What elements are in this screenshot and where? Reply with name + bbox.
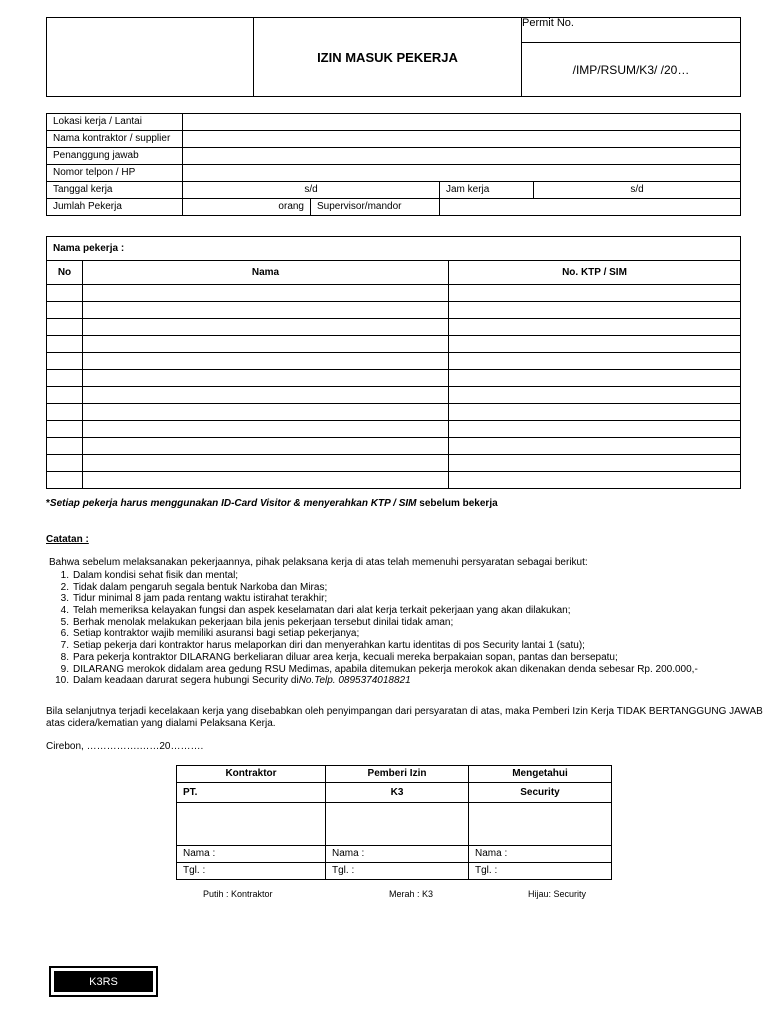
workers-table [46,236,741,489]
table-row [47,353,741,370]
witness-unit: Security [469,783,612,803]
list-item: 2. Tidak dalam pengaruh segala bentuk Narkoba dan Miras; [60,581,328,593]
table-row [47,336,741,353]
worker-id-cell[interactable] [449,438,741,455]
work-location-field[interactable] [183,114,741,131]
table-row [47,404,741,421]
hours-separator: s/d [630,184,644,195]
copy-red: Merah : K3 [389,889,434,899]
table-row [47,455,741,472]
copy-green: Hijau: Security [528,889,587,899]
worker-no-cell[interactable] [47,404,83,421]
phone-field[interactable] [183,165,741,182]
permit-label: Permit No. [522,18,741,43]
phone-label: Nomor telpon / HP [47,165,183,182]
worker-no-cell[interactable] [47,472,83,489]
worker-no-cell[interactable] [47,438,83,455]
place-date: Cirebon, …………….……20………. [46,741,204,752]
contractor-company: PT. [177,783,326,803]
table-row [47,472,741,489]
worker-no-cell[interactable] [47,455,83,472]
worker-no-cell[interactable] [47,285,83,302]
worker-name-cell[interactable] [83,455,449,472]
contractor-name-label: Nama kontraktor / supplier [47,131,183,148]
worker-name-cell[interactable] [83,421,449,438]
issuer-signature-box[interactable] [326,803,469,846]
work-location-label: Lokasi kerja / Lantai [47,114,183,131]
col-id-header: No. KTP / SIM [449,261,741,285]
notes-heading: Catatan : [46,534,89,545]
worker-name-cell[interactable] [83,353,449,370]
worker-count-label: Jumlah Pekerja [47,199,183,216]
work-date-field[interactable] [183,182,440,199]
witness-col-title: Mengetahui [469,766,612,783]
logo-area [47,18,254,97]
work-hours-field[interactable] [534,182,741,199]
disclaimer-line-1: Bila selanjutnya terjadi kecelakaan kerja yang disebabkan oleh penyimpangan dari persyaratan di atas, maka Pemberi Izin Kerja TIDAK BERTANGGUNG JAWAB [46,706,763,717]
worker-count-field[interactable] [183,199,311,216]
worker-id-cell[interactable] [449,404,741,421]
issuer-col-title: Pemberi Izin [326,766,469,783]
notes-list [46,570,746,687]
worker-no-cell[interactable] [47,319,83,336]
contractor-date-field[interactable]: Tgl. : [177,863,326,880]
worker-no-cell[interactable] [47,370,83,387]
worker-name-cell[interactable] [83,404,449,421]
list-item: 7. Setiap pekerja dari kontraktor harus melaporkan diri dan menyerahkan kartu identitas di pos Security lantai 1 (satu); [60,640,585,652]
table-row [47,421,741,438]
witness-date-field[interactable]: Tgl. : [469,863,612,880]
notes-intro: Bahwa sebelum melaksanakan pekerjaannya, pihak pelaksana kerja di atas telah memenuhi persyaratan sebagai berikut: [49,557,588,568]
worker-no-cell[interactable] [47,421,83,438]
worker-name-cell[interactable] [83,319,449,336]
worker-name-cell[interactable] [83,285,449,302]
list-item: 6. Setiap kontraktor wajib memiliki asuransi bagi setiap pekerjanya; [60,628,360,640]
list-item: 1. Dalam kondisi sehat fisik dan mental; [60,570,239,581]
worker-no-cell[interactable] [47,353,83,370]
worker-id-cell[interactable] [449,421,741,438]
worker-id-cell[interactable] [449,370,741,387]
security-phone: No.Telp. 0895374018821 [298,675,411,687]
table-row [47,285,741,302]
worker-name-cell[interactable] [83,472,449,489]
list-item: 4. Telah memeriksa kelayakan fungsi dan aspek keselamatan dari alat kerja terkait pekerjaan yang akan dilakukan; [60,605,571,617]
worker-no-cell[interactable] [47,302,83,319]
disclaimer-line-2: atas cidera/kematian yang dialami Pelaksana Kerja. [46,718,276,729]
list-item: 5. Berhak menolak melakukan pekerjaan bila jenis pekerjaan tersebut dinilai tidak aman; [60,616,454,628]
worker-id-cell[interactable] [449,353,741,370]
witness-name-field[interactable]: Nama : [469,846,612,863]
worker-name-cell[interactable] [83,387,449,404]
permit-number: /IMP/RSUM/K3/ /20… [522,43,741,97]
issuer-name-field[interactable]: Nama : [326,846,469,863]
table-row [47,387,741,404]
contractor-name-field[interactable] [183,131,741,148]
workers-heading: Nama pekerja : [47,237,741,261]
col-no-header: No [47,261,83,285]
form-title: IZIN MASUK PEKERJA [254,18,522,97]
contractor-name-field[interactable]: Nama : [177,846,326,863]
worker-name-cell[interactable] [83,336,449,353]
list-item: 9. DILARANG merokok didalam area gedung RSU Medimas, apabila ditemukan pekerja merokok akan dikenakan denda sebesar Rp. 200.000,- [60,663,698,675]
worker-no-cell[interactable] [47,387,83,404]
contractor-col-title: Kontraktor [177,766,326,783]
copy-white: Putih : Kontraktor [203,889,273,899]
worker-name-cell[interactable] [83,302,449,319]
work-hours-label: Jam kerja [440,182,534,199]
worker-id-cell[interactable] [449,319,741,336]
person-in-charge-field[interactable] [183,148,741,165]
contractor-signature-box[interactable] [177,803,326,846]
table-row [47,438,741,455]
person-in-charge-label: Penanggung jawab [47,148,183,165]
date-separator: s/d [304,184,318,195]
k3rs-stamp: K3RS [49,966,158,997]
worker-id-cell[interactable] [449,455,741,472]
issuer-date-field[interactable]: Tgl. : [326,863,469,880]
header-table [46,17,741,97]
worker-name-cell[interactable] [83,370,449,387]
signature-table [176,765,612,880]
work-date-label: Tanggal kerja [47,182,183,199]
worker-id-cell[interactable] [449,302,741,319]
col-name-header: Nama [83,261,449,285]
worker-id-cell[interactable] [449,336,741,353]
id-card-notice: *Setiap pekerja harus menggunakan ID-Card Visitor & menyerahkan KTP / SIM sebelum bekerja [46,498,498,509]
issuer-unit: K3 [326,783,469,803]
supervisor-label: Supervisor/mandor [311,199,440,216]
work-info-table [46,113,741,216]
worker-id-cell[interactable] [449,285,741,302]
table-row [47,370,741,387]
table-row [47,319,741,336]
table-row [47,302,741,319]
worker-id-cell[interactable] [449,472,741,489]
list-item: 3. Tidur minimal 8 jam pada rentang waktu istirahat terakhir; [60,593,328,605]
worker-unit: orang [278,201,304,212]
worker-id-cell[interactable] [449,387,741,404]
worker-no-cell[interactable] [47,336,83,353]
witness-signature-box[interactable] [469,803,612,846]
list-item: 10. Dalam keadaan darurat segera hubungi Security di No.Telp. 0895374018821 [55,675,411,687]
supervisor-field[interactable] [440,199,741,216]
list-item: 8. Para pekerja kontraktor DILARANG berkeliaran diluar area kerja, kecuali mereka berpakaian sopan, pantas dan bersepatu; [60,651,618,663]
worker-name-cell[interactable] [83,438,449,455]
